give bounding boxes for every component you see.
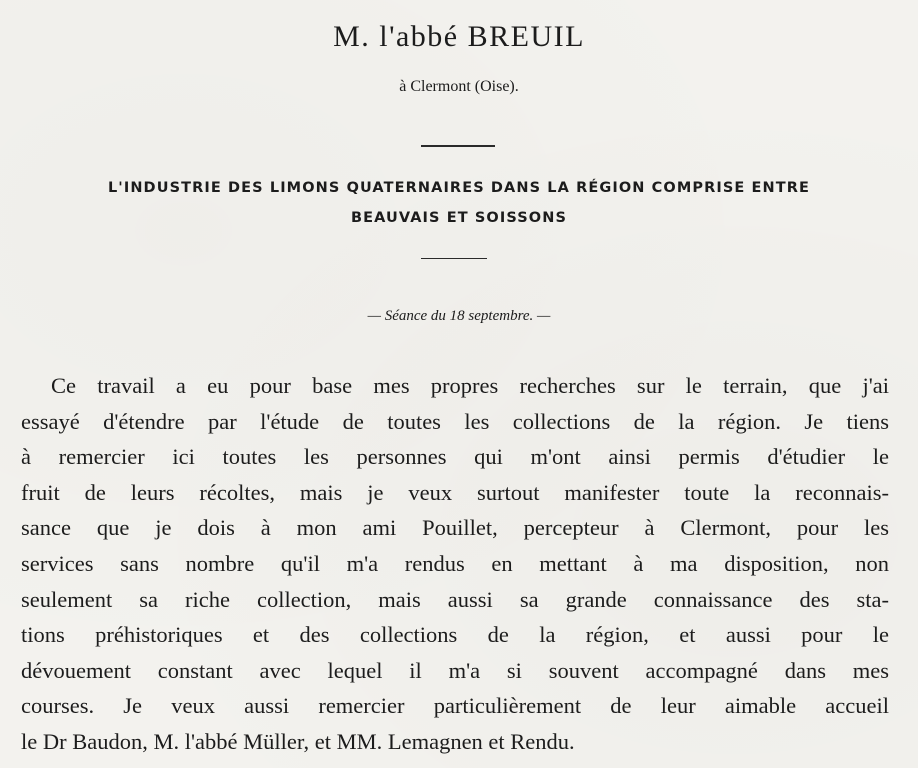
body-line: sance que je dois à mon ami Pouillet, percepteur à Clermont, pour les [21,515,889,541]
author-name: M. l'abbé BREUIL [333,20,585,53]
paper-title-line-1: L'INDUSTRIE DES LIMONS QUATERNAIRES DANS LA RÉGION COMPRISE ENTRE [107,180,811,196]
body-line: tions préhistoriques et des collections de la région, et aussi pour le [21,622,889,648]
body-line: seulement sa riche collection, mais aussi sa grande connaissance des sta- [21,586,889,612]
author-location: à Clermont (Oise). [399,78,519,95]
body-line: à remercier ici toutes les personnes qui m'ont ainsi permis d'étudier le [21,444,889,470]
separator-rule-bottom [421,258,487,259]
body-paragraph [21,368,889,760]
body-line: fruit de leurs récoltes, mais je veux surtout manifester toute la reconnais- [21,479,889,505]
session-date: — Séance du 18 septembre. — [367,308,551,324]
body-line: le Dr Baudon, M. l'abbé Müller, et MM. Lemagnen et Rendu. [21,728,575,754]
paper-title-line-2: BEAUVAIS ET SOISSONS [350,210,567,226]
body-line: dévouement constant avec lequel il m'a si souvent accompagné dans mes [21,657,889,683]
separator-rule-top [421,145,495,147]
body-line: services sans nombre qu'il m'a rendus en mettant à ma disposition, non [21,550,889,576]
body-line: Ce travail a eu pour base mes propres recherches sur le terrain, que j'ai [51,373,889,398]
paper-title [40,173,878,233]
body-line: courses. Je veux aussi remercier particulièrement de leur aimable accueil [21,693,889,719]
body-line: essayé d'étendre par l'étude de toutes les collections de la région. Je tiens [21,408,889,434]
